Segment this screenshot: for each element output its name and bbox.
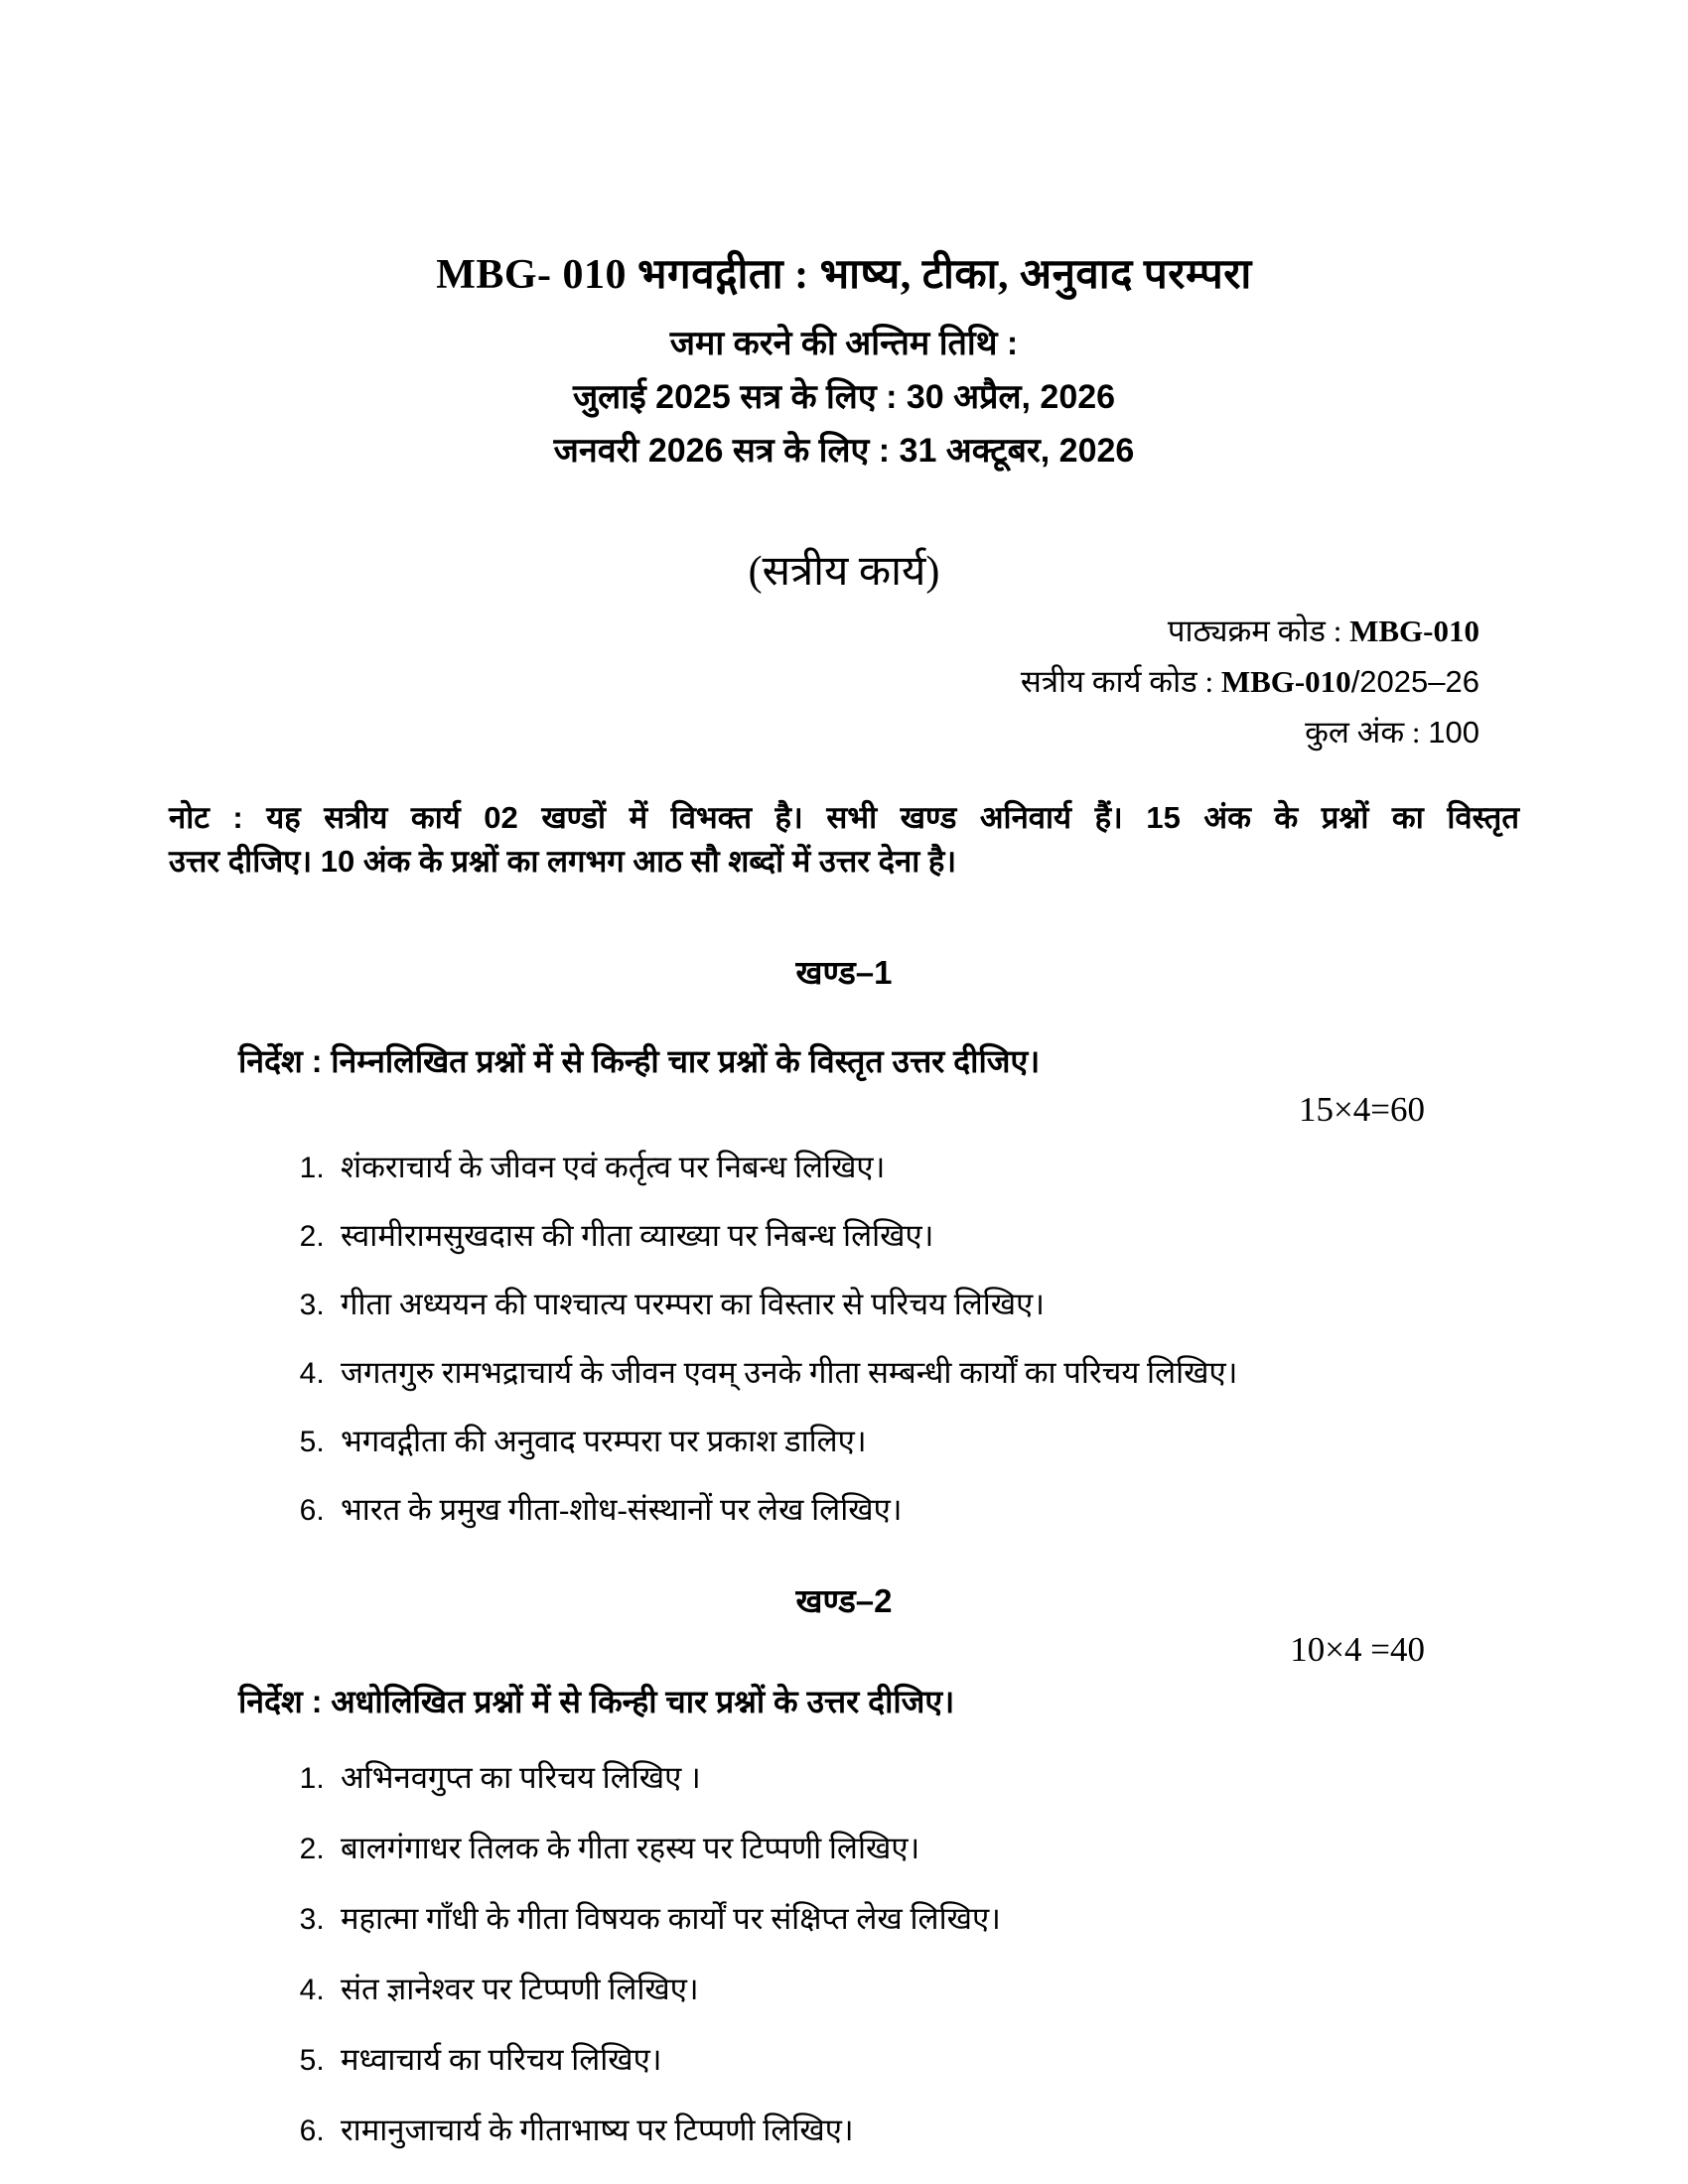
- course-code-label: पाठ्यक्रम कोड :: [1167, 614, 1342, 648]
- course-title: MBG- 010 भगवद्गीता : भाष्य, टीका, अनुवाद परम्परा: [436, 252, 1252, 298]
- deadline-january-session: जनवरी 2026 सत्र के लिए : 31 अक्टूबर, 2026: [553, 432, 1135, 470]
- question-item: 2. बालगंगाधर तिलक के गीता रहस्य पर टिप्पणी लिखिए।: [333, 1827, 1519, 1868]
- question-item: 5. भगवद्गीता की अनुवाद परम्परा पर प्रकाश डालिए।: [333, 1420, 1519, 1461]
- assignment-code-value: MBG-010: [1220, 664, 1351, 699]
- section-1-question-list: [169, 1146, 1519, 1530]
- deadline-july-session: जुलाई 2025 सत्र के लिए : 30 अप्रैल, 2026: [572, 378, 1116, 416]
- note-line-1: नोट : यह सत्रीय कार्य 02 खण्डों में विभक्त है। सभी खण्ड अनिवार्य हैं। 15 अंक के प्रश्नों का विस्तृत: [169, 800, 1519, 835]
- course-code-value: MBG-010: [1349, 614, 1479, 648]
- total-marks-value: 100: [1428, 715, 1479, 750]
- question-item: 3. गीता अध्ययन की पाश्चात्य परम्परा का विस्तार से परिचय लिखिए।: [333, 1283, 1519, 1324]
- section-1-marks: 15×4=60: [1299, 1090, 1425, 1130]
- question-item: 2. स्वामीरामसुखदास की गीता व्याख्या पर निबन्ध लिखिए।: [333, 1214, 1519, 1256]
- section-1-instruction: निर्देश : निम्नलिखित प्रश्नों में से किन्ही चार प्रश्नों के विस्तृत उत्तर दीजिए।: [238, 1043, 1041, 1080]
- question-item: 1. शंकराचार्य के जीवन एवं कर्तृत्व पर निबन्ध लिखिए।: [333, 1146, 1519, 1187]
- section-2-question-list: [169, 1756, 1519, 2150]
- assignment-code-line: [169, 660, 1479, 702]
- section-1-heading: खण्ड–1: [795, 954, 893, 992]
- total-marks-line: [169, 711, 1479, 752]
- question-item: 4. संत ज्ञानेश्वर पर टिप्पणी लिखिए।: [333, 1968, 1519, 2009]
- section-2-instruction: निर्देश : अधोलिखित प्रश्नों में से किन्ही चार प्रश्नों के उत्तर दीजिए।: [238, 1684, 955, 1720]
- question-item: 6. रामानुजाचार्य के गीताभाष्य पर टिप्पणी लिखिए।: [333, 2109, 1519, 2150]
- section-2-marks: 10×4 =40: [1290, 1630, 1425, 1670]
- note-line-2: उत्तर दीजिए। 10 अंक के प्रश्नों का लगभग आठ सौ शब्दों में उत्तर देना है।: [169, 844, 957, 880]
- assignment-code-label: सत्रीय कार्य कोड :: [1020, 664, 1214, 699]
- question-item: 6. भारत के प्रमुख गीता-शोध-संस्थानों पर लेख लिखिए।: [333, 1488, 1519, 1530]
- note-paragraph: [169, 796, 1519, 884]
- section-2-heading: खण्ड–2: [795, 1582, 893, 1620]
- assignment-code-session: /2025–26: [1350, 664, 1479, 699]
- question-item: 5. मध्वाचार्य का परिचय लिखिए।: [333, 2038, 1519, 2080]
- question-item: 4. जगतगुरु रामभद्राचार्य के जीवन एवम् उनके गीता सम्बन्धी कार्यों का परिचय लिखिए।: [333, 1351, 1519, 1393]
- course-code-line: [169, 610, 1479, 651]
- total-marks-label: कुल अंक :: [1305, 715, 1421, 750]
- assignment-heading: (सत्रीय कार्य): [748, 549, 940, 595]
- submission-deadline-heading: जमा करने की अन्तिम तिथि :: [669, 325, 1019, 362]
- question-item: 1. अभिनवगुप्त का परिचय लिखिए ।: [333, 1756, 1519, 1798]
- assignment-meta: [169, 610, 1519, 752]
- question-item: 3. महात्मा गाँधी के गीता विषयक कार्यों पर संक्षिप्त लेख लिखिए।: [333, 1897, 1519, 1939]
